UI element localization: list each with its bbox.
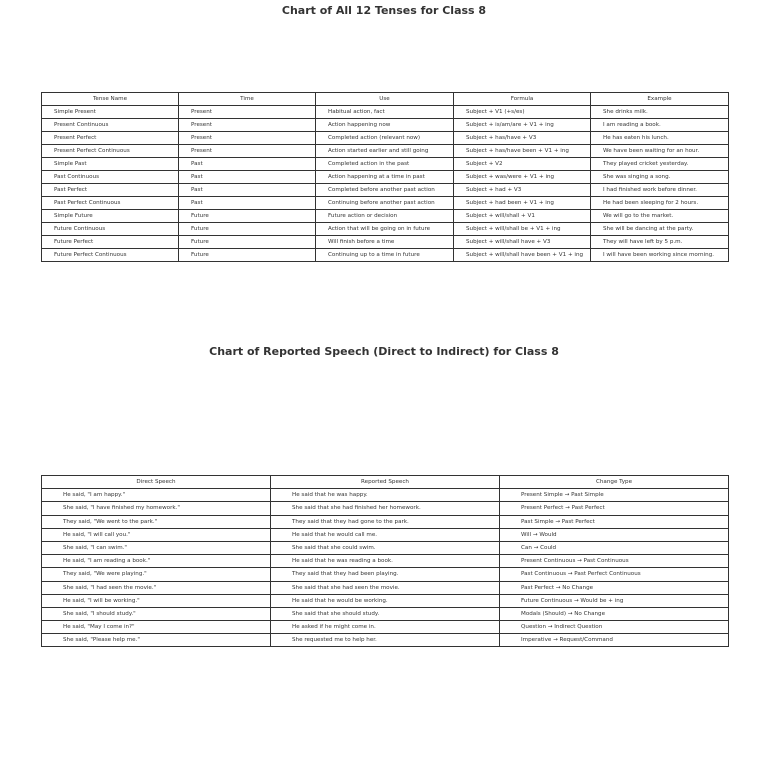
table-row: [42, 184, 729, 197]
cell-formula: Subject + has/have been + V1 + ing: [454, 145, 591, 158]
cell-reported-speech: He said that he would call me.: [271, 528, 500, 541]
cell-example: He has eaten his lunch.: [591, 132, 729, 145]
cell-tense-name: Simple Future: [42, 210, 179, 223]
speech-table: [41, 475, 729, 647]
cell-time: Present: [179, 119, 316, 132]
cell-change-type: Future Continuous → Would be + ing: [500, 594, 729, 607]
cell-tense-name: Present Perfect Continuous: [42, 145, 179, 158]
cell-reported-speech: She said that she could swim.: [271, 541, 500, 554]
cell-use: Habitual action, fact: [316, 106, 454, 119]
table-row: [42, 568, 729, 581]
header-change-type: Change Type: [500, 476, 729, 489]
cell-example: I will have been working since morning.: [591, 249, 729, 262]
tenses-chart-title: Chart of All 12 Tenses for Class 8: [281, 4, 487, 17]
cell-change-type: Past Simple → Past Perfect: [500, 515, 729, 528]
cell-tense-name: Simple Past: [42, 158, 179, 171]
cell-reported-speech: She said that she had finished her homework.: [271, 502, 500, 515]
cell-direct-speech: He said, "I am happy.": [42, 489, 271, 502]
cell-use: Future action or decision: [316, 210, 454, 223]
cell-direct-speech: He said, "May I come in?": [42, 621, 271, 634]
cell-change-type: Can → Could: [500, 541, 729, 554]
cell-use: Completed action in the past: [316, 158, 454, 171]
cell-change-type: Past Perfect → No Change: [500, 581, 729, 594]
cell-tense-name: Past Continuous: [42, 171, 179, 184]
cell-change-type: Present Continuous → Past Continuous: [500, 555, 729, 568]
cell-formula: Subject + has/have + V3: [454, 132, 591, 145]
cell-example: She will be dancing at the party.: [591, 223, 729, 236]
table-row: [42, 210, 729, 223]
header-reported-speech: Reported Speech: [271, 476, 500, 489]
cell-use: Will finish before a time: [316, 236, 454, 249]
cell-tense-name: Present Perfect: [42, 132, 179, 145]
table-row: [42, 594, 729, 607]
cell-change-type: Modals (Should) → No Change: [500, 607, 729, 620]
cell-change-type: Present Perfect → Past Perfect: [500, 502, 729, 515]
cell-tense-name: Simple Present: [42, 106, 179, 119]
table-row: [42, 515, 729, 528]
cell-use: Completed before another past action: [316, 184, 454, 197]
cell-time: Past: [179, 184, 316, 197]
cell-formula: Subject + will/shall be + V1 + ing: [454, 223, 591, 236]
cell-use: Action happening at a time in past: [316, 171, 454, 184]
cell-formula: Subject + is/am/are + V1 + ing: [454, 119, 591, 132]
table-row: [42, 555, 729, 568]
cell-example: She drinks milk.: [591, 106, 729, 119]
cell-reported-speech: She requested me to help her.: [271, 634, 500, 647]
cell-direct-speech: They said, "We went to the park.": [42, 515, 271, 528]
table-row: [42, 171, 729, 184]
cell-direct-speech: She said, "I should study.": [42, 607, 271, 620]
cell-reported-speech: They said that they had been playing.: [271, 568, 500, 581]
table-row: [42, 502, 729, 515]
cell-tense-name: Future Continuous: [42, 223, 179, 236]
cell-example: They will have left by 5 p.m.: [591, 236, 729, 249]
cell-tense-name: Future Perfect Continuous: [42, 249, 179, 262]
cell-time: Future: [179, 210, 316, 223]
table-row: [42, 581, 729, 594]
cell-reported-speech: She said that she had seen the movie.: [271, 581, 500, 594]
cell-time: Past: [179, 171, 316, 184]
cell-time: Future: [179, 249, 316, 262]
table-row: [42, 489, 729, 502]
cell-formula: Subject + will/shall have + V3: [454, 236, 591, 249]
cell-use: Action that will be going on in future: [316, 223, 454, 236]
cell-time: Past: [179, 158, 316, 171]
cell-tense-name: Past Perfect Continuous: [42, 197, 179, 210]
table-row: [42, 607, 729, 620]
table-row: [42, 145, 729, 158]
table-row: [42, 634, 729, 647]
cell-formula: Subject + will/shall have been + V1 + ing: [454, 249, 591, 262]
table-row: [42, 106, 729, 119]
cell-tense-name: Present Continuous: [42, 119, 179, 132]
table-row: [42, 119, 729, 132]
cell-direct-speech: She said, "I can swim.": [42, 541, 271, 554]
cell-time: Present: [179, 132, 316, 145]
cell-change-type: Past Continuous → Past Perfect Continuous: [500, 568, 729, 581]
cell-time: Past: [179, 197, 316, 210]
cell-use: Action started earlier and still going: [316, 145, 454, 158]
cell-formula: Subject + had been + V1 + ing: [454, 197, 591, 210]
cell-example: I had finished work before dinner.: [591, 184, 729, 197]
cell-tense-name: Future Perfect: [42, 236, 179, 249]
table-row: [42, 158, 729, 171]
cell-direct-speech: She said, "Please help me.": [42, 634, 271, 647]
cell-formula: Subject + had + V3: [454, 184, 591, 197]
cell-reported-speech: He said that he would be working.: [271, 594, 500, 607]
cell-reported-speech: He said that he was reading a book.: [271, 555, 500, 568]
speech-chart-title: Chart of Reported Speech (Direct to Indirect) for Class 8: [209, 345, 559, 358]
cell-change-type: Present Simple → Past Simple: [500, 489, 729, 502]
cell-time: Future: [179, 236, 316, 249]
cell-formula: Subject + was/were + V1 + ing: [454, 171, 591, 184]
header-time: Time: [179, 93, 316, 106]
cell-direct-speech: He said, "I will be working.": [42, 594, 271, 607]
cell-change-type: Will → Would: [500, 528, 729, 541]
cell-formula: Subject + V1 (+s/es): [454, 106, 591, 119]
cell-time: Present: [179, 145, 316, 158]
cell-direct-speech: He said, "I am reading a book.": [42, 555, 271, 568]
table-row: [42, 223, 729, 236]
cell-example: We will go to the market.: [591, 210, 729, 223]
cell-example: He had been sleeping for 2 hours.: [591, 197, 729, 210]
table-row: [42, 236, 729, 249]
header-example: Example: [591, 93, 729, 106]
cell-tense-name: Past Perfect: [42, 184, 179, 197]
tenses-table: [41, 92, 729, 262]
cell-change-type: Question → Indirect Question: [500, 621, 729, 634]
table-row: [42, 541, 729, 554]
speech-header-row: [42, 476, 729, 489]
table-row: [42, 528, 729, 541]
table-row: [42, 621, 729, 634]
cell-formula: Subject + will/shall + V1: [454, 210, 591, 223]
cell-example: I am reading a book.: [591, 119, 729, 132]
header-tense-name: Tense Name: [42, 93, 179, 106]
cell-time: Present: [179, 106, 316, 119]
table-row: [42, 197, 729, 210]
header-direct-speech: Direct Speech: [42, 476, 271, 489]
cell-direct-speech: He said, "I will call you.": [42, 528, 271, 541]
cell-use: Completed action (relevant now): [316, 132, 454, 145]
cell-change-type: Imperative → Request/Command: [500, 634, 729, 647]
cell-direct-speech: She said, "I have finished my homework.": [42, 502, 271, 515]
table-row: [42, 132, 729, 145]
cell-direct-speech: They said, "We were playing.": [42, 568, 271, 581]
cell-example: They played cricket yesterday.: [591, 158, 729, 171]
cell-example: We have been waiting for an hour.: [591, 145, 729, 158]
table-row: [42, 249, 729, 262]
cell-use: Action happening now: [316, 119, 454, 132]
cell-time: Future: [179, 223, 316, 236]
tenses-header-row: [42, 93, 729, 106]
cell-reported-speech: He asked if he might come in.: [271, 621, 500, 634]
cell-direct-speech: She said, "I had seen the movie.": [42, 581, 271, 594]
cell-use: Continuing up to a time in future: [316, 249, 454, 262]
cell-example: She was singing a song.: [591, 171, 729, 184]
cell-use: Continuing before another past action: [316, 197, 454, 210]
cell-formula: Subject + V2: [454, 158, 591, 171]
cell-reported-speech: They said that they had gone to the park.: [271, 515, 500, 528]
header-formula: Formula: [454, 93, 591, 106]
header-use: Use: [316, 93, 454, 106]
cell-reported-speech: She said that she should study.: [271, 607, 500, 620]
cell-reported-speech: He said that he was happy.: [271, 489, 500, 502]
